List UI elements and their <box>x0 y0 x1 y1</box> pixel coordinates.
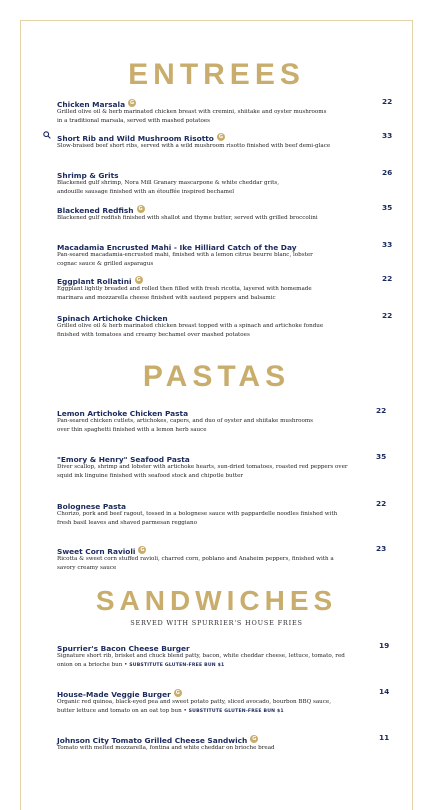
menu-item-name: Chicken Marsala <box>57 100 126 109</box>
description-text: Blackened gulf shrimp, Nora Mill Granary mascarpone & white cheddar grits, <box>57 180 279 186</box>
menu-item-header <box>57 96 397 107</box>
menu-item-description <box>57 661 397 670</box>
menu-item <box>57 273 397 302</box>
menu-item-description <box>57 142 397 150</box>
menu-item-name: Eggplant Rollatini <box>57 277 132 286</box>
description-text: Eggplant lightly breaded and rolled then filled with fresh ricotta, layered with homemade <box>57 286 312 292</box>
description-text: fresh basil leaves and shaved parmesan reggiano <box>57 520 197 527</box>
menu-item-description <box>57 426 397 434</box>
menu-item-price: 23 <box>376 544 387 553</box>
gluten-free-icon: G <box>140 546 145 553</box>
menu-item <box>57 405 397 434</box>
description-text: Grilled olive oil & herb marinated chicken breast with cremini, shiitake and oyster mushrooms <box>57 109 327 115</box>
menu-item-name: House-Made Veggie Burger <box>57 690 171 699</box>
menu-item-header <box>57 239 397 250</box>
description-text: Grilled olive oil & herb marinated chicken breast topped with a spinach and artichoke fondue <box>57 323 324 329</box>
menu-item-name: Lemon Artichoke Chicken Pasta <box>57 409 189 418</box>
menu-item-header <box>57 686 397 697</box>
menu-item-header <box>57 310 397 321</box>
menu-item <box>57 451 397 480</box>
description-text: squid ink linguine finished with seafood stock and chipotle butter <box>57 473 244 480</box>
upsell-note: SUBSTITUTE GLUTEN-FREE BUN $1 <box>129 663 225 669</box>
menu-item-name: Johnson City Tomato Grilled Cheese Sandwich <box>57 736 248 745</box>
description-text: Organic red quinoa, black-eyed pea and sweet potato patty, sliced avocado, bourbon BBQ sauce, <box>57 699 331 705</box>
description-text: onion on a brioche bun <box>57 662 123 669</box>
menu-item-name: Shrimp & Grits <box>57 171 119 180</box>
menu-item-description <box>57 564 397 572</box>
upsell-separator: • <box>122 662 130 669</box>
menu-item-description <box>57 698 397 706</box>
menu-item-description <box>57 555 397 563</box>
menu-item-name: Blackened Redfish <box>57 206 134 215</box>
upsell-note: SUBSTITUTE GLUTEN-FREE BUN $1 <box>188 709 284 715</box>
menu-item-description <box>57 510 397 518</box>
menu-item-price: 35 <box>382 203 393 212</box>
section-title-sandwiches: SANDWICHES <box>95 585 338 616</box>
menu-item-header <box>57 167 397 178</box>
menu-item-header <box>57 732 397 743</box>
description-text: Diver scallop, shrimp and lobster with artichoke hearts, sun-dried tomatoes, roasted red peppers over <box>57 464 348 470</box>
menu-item-price: 22 <box>376 499 387 508</box>
description-text: marinara and mozzarella cheese finished with sauteed peppers and balsamic <box>57 295 276 302</box>
section-title-pastas: PASTAS <box>142 360 291 393</box>
menu-item-header <box>57 130 397 141</box>
menu-item <box>57 498 397 527</box>
menu-item-description <box>57 188 397 196</box>
sandwiches-subtitle: SERVED WITH SPURRIER'S HOUSE FRIES <box>130 619 303 627</box>
menu-item-price: 22 <box>382 274 393 283</box>
menu-item-price: 22 <box>382 311 393 320</box>
menu-item <box>57 732 397 752</box>
section-title-entrees: ENTREES <box>128 58 305 91</box>
menu-item <box>57 686 397 716</box>
menu-item-price: 35 <box>376 452 387 461</box>
description-text: Pan-seared chicken cutlets, artichokes, capers, and duo of oyster and shiitake mushrooms <box>57 418 314 424</box>
description-text: Slow-braised beef short ribs, served with a wild mushroom risotto finished with beef demi-glace <box>57 143 331 149</box>
description-text: Pan-seared macadamia-encrusted mahi, finished with a lemon citrus beurre blanc, lobster <box>57 252 313 258</box>
menu-item-description <box>57 707 397 716</box>
menu-item-description <box>57 108 397 116</box>
menu-item-name: Macadamia Encrusted Mahi - Ike Hilliard Catch of the Day <box>57 243 297 252</box>
description-text: over thin spaghetti finished with a lemon herb sauce <box>57 427 207 434</box>
menu-item-description <box>57 744 397 752</box>
menu-item-description <box>57 417 397 425</box>
description-text: in a traditional marsala, served with mashed potatoes <box>57 118 211 125</box>
description-text: finished with tomatoes and creamy bechamel over mashed potatoes <box>57 332 250 339</box>
description-text: butter lettuce and tomato on an oat top bun <box>57 708 182 715</box>
menu-item-description <box>57 322 397 330</box>
menu-item-description <box>57 214 397 222</box>
description-text: Blackened gulf redfish finished with shallot and thyme butter, served with grilled broccolini <box>57 215 318 221</box>
gluten-free-icon: G <box>138 205 143 212</box>
menu-item-description <box>57 260 397 268</box>
description-text: Ricotta & sweet corn stuffed ravioli, charred corn, poblano and Anaheim peppers, finished with a <box>57 556 334 562</box>
description-text: andouille sausage finished with an étouffée inspired bechamel <box>57 189 235 196</box>
menu-item-description <box>57 285 397 293</box>
menu-item-header <box>57 202 397 213</box>
menu-item-price: 14 <box>379 687 390 696</box>
gluten-free-icon: G <box>252 735 257 742</box>
gluten-free-icon: G <box>136 276 141 283</box>
gluten-free-icon: G <box>175 689 180 696</box>
menu-item-header <box>57 640 397 651</box>
menu-item-description <box>57 463 397 471</box>
description-text: Tomato with melted mozzarella, fontina and white cheddar on brioche bread <box>57 745 275 751</box>
menu-item-description <box>57 652 397 660</box>
menu-item-name: Sweet Corn Ravioli <box>57 547 136 556</box>
menu-item <box>57 96 397 125</box>
menu-item-name: Spurrier's Bacon Cheese Burger <box>57 644 190 653</box>
menu-item-name: Spinach Artichoke Chicken <box>57 314 168 323</box>
upsell-separator: • <box>181 708 189 715</box>
menu-item-header <box>57 543 397 554</box>
menu-item-price: 19 <box>379 641 390 650</box>
description-text: savory creamy sauce <box>57 565 117 572</box>
menu-item-header <box>57 273 397 284</box>
menu-item-price: 33 <box>382 131 393 140</box>
description-text: cognac sauce & grilled asparagus <box>57 261 154 268</box>
search-icon[interactable] <box>43 131 51 139</box>
menu-item <box>57 239 397 268</box>
menu-item-name: "Emory & Henry" Seafood Pasta <box>57 455 190 464</box>
menu-item <box>57 167 397 196</box>
menu-item-name: Short Rib and Wild Mushroom Risotto <box>57 134 214 143</box>
menu-item-header <box>57 451 397 462</box>
menu-item-name: Bolognese Pasta <box>57 502 126 511</box>
menu-item-description <box>57 179 397 187</box>
menu-item-price: 26 <box>382 168 393 177</box>
gluten-free-icon: G <box>218 133 223 140</box>
description-text: Chorizo, pork and beef ragout, tossed in a bolognese sauce with pappardelle noodles finished with <box>57 511 338 517</box>
menu-item-description <box>57 117 397 125</box>
menu-item-price: 33 <box>382 240 393 249</box>
menu-item <box>57 640 397 670</box>
menu-item-description <box>57 251 397 259</box>
menu-item-description <box>57 331 397 339</box>
description-text: Signature short rib, brisket and chuck blend patty, bacon, white cheddar cheese, lettuce, tomato, red <box>57 653 345 659</box>
menu-item-price: 22 <box>382 97 393 106</box>
menu-item-price: 22 <box>376 406 387 415</box>
menu-item-price: 11 <box>379 733 390 742</box>
gluten-free-icon: G <box>130 99 135 106</box>
menu-item <box>57 543 397 572</box>
menu-item <box>57 130 397 150</box>
menu-item-header <box>57 405 397 416</box>
menu-item <box>57 202 397 222</box>
menu-item <box>57 310 397 339</box>
menu-item-description <box>57 294 397 302</box>
menu-item-description <box>57 472 397 480</box>
menu-item-description <box>57 519 397 527</box>
menu-item-header <box>57 498 397 509</box>
